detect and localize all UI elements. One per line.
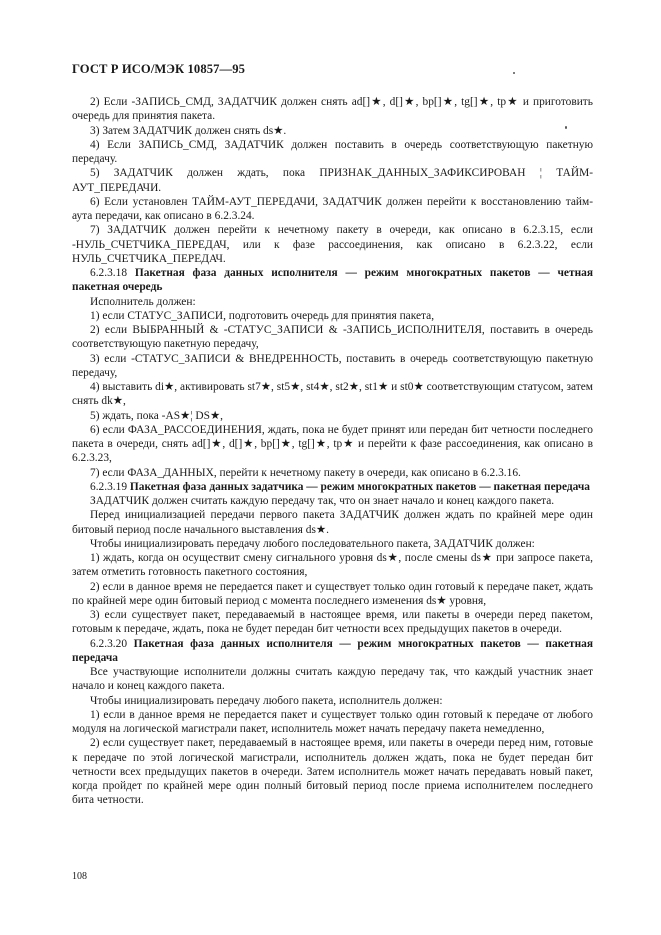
paragraph: 2) если существует пакет, передаваемый в настоящее время, или пакеты в очереди перед ним, готовые к передаче по этой логической магистрали, исполнитель должен ждать, пока не будет передан бит четности всех предыдущих пакетов в очереди. Затем исполнитель может начать передавать новый пакет, когда пройдет по крайней мере один полный битовый период после приема исполнителем последнего бита четности.	[72, 737, 593, 807]
paragraph: Исполнитель должен:	[90, 295, 196, 308]
paragraph: 3) если существует пакет, передаваемый в настоящее время, или пакеты в очереди перед пакетом, готовым к передаче, ждать, пока не будет передан бит четности всех предыдущих пакетов в очереди.	[72, 609, 593, 636]
paragraph: 5) ждать, пока -AS★¦ DS★,	[90, 409, 223, 422]
paragraph: 1) ждать, когда он осуществит смену сигнального уровня ds★, после смены ds★ при запросе пакета, затем отметить готовность пакетного состояния,	[72, 552, 593, 579]
paragraph: 3) если -СТАТУС_ЗАПИСИ & ВНЕДРЕННОСТЬ, поставить в очередь соответствующую пакетную передачу,	[72, 352, 593, 379]
section-number: 6.2.3.20	[90, 637, 128, 650]
paragraph: 2) Если -ЗАПИСЬ_СМД, ЗАДАТЧИК должен снять ad[]★, d[]★, bp[]★, tg[]★, tp★ и приготовить очередь для принятия пакета.	[72, 96, 593, 123]
section-number: 6.2.3.18	[90, 267, 128, 279]
scan-speck	[565, 126, 567, 129]
document-header: ГОСТ Р ИСО/МЭК 10857—95	[72, 62, 245, 76]
scan-speck	[513, 72, 515, 74]
section-number: 6.2.3.19	[90, 480, 128, 493]
section-heading	[72, 480, 593, 494]
paragraph: 6) если ФАЗА_РАССОЕДИНЕНИЯ, ждать, пока не будет принят или передан бит четности последнего пакета в очереди, снять ad[]★, d[]★, bp[]★, tg[]★, tp★ и перейти к фазе рассоединения, как описано в 6.2.3.23,	[72, 423, 593, 465]
section-title: Пакетная фаза данных исполнителя — режим многократных пакетов — четная пакетная очередь	[72, 267, 593, 294]
paragraph: 2) если в данное время не передается пакет и существует только один готовый к передаче пакет, ждать по крайней мере один битовый период с момента последнего изменения ds★ уровня,	[72, 580, 593, 607]
section-title: Пакетная фаза данных задатчика — режим многократных пакетов — пакетная передача	[129, 480, 590, 493]
paragraph: 4) Если ЗАПИСЬ_СМД, ЗАДАТЧИК должен поставить в очередь соответствующую пакетную передачу.	[72, 138, 593, 165]
paragraph: 7) ЗАДАТЧИК должен перейти к нечетному пакету в очереди, как описано в 6.2.3.15, если -НУЛЬ_СЧЕТЧИКА_ПЕРЕДАЧ, или к фазе рассоединения, как описано в 6.2.3.22, если НУЛЬ_СЧЕТЧИКА_ПЕРЕДАЧ.	[72, 224, 593, 265]
document-body	[72, 95, 593, 808]
paragraph: 3) Затем ЗАДАТЧИК должен снять ds★.	[90, 124, 287, 137]
section-heading	[72, 637, 593, 666]
section-heading	[72, 266, 593, 295]
paragraph: Все участвующие исполнители должны считать каждую передачу так, что каждый участник знает начало и конец каждого пакета.	[72, 666, 593, 693]
paragraph: 1) если в данное время не передается пакет и существует только один готовый к передаче от любого модуля на логической магистрали пакет, исполнитель может начать передачу пакета немедленно,	[72, 708, 593, 735]
section-title: Пакетная фаза данных исполнителя — режим многократных пакетов — пакетная передача	[72, 637, 593, 664]
page-number: 108	[72, 871, 87, 882]
paragraph: Чтобы инициализировать передачу любого последовательного пакета, ЗАДАТЧИК должен:	[90, 537, 535, 550]
paragraph: ЗАДАТЧИК должен считать каждую передачу так, что он знает начало и конец каждого пакета.	[90, 495, 555, 507]
paragraph: Чтобы инициализировать передачу любого пакета, исполнитель должен:	[90, 694, 443, 707]
paragraph: 6) Если установлен ТАЙМ-АУТ_ПЕРЕДАЧИ, ЗАДАТЧИК должен перейти к восстановлению тайм-аута передачи, как описано в 6.2.3.24.	[72, 195, 593, 222]
paragraph: 5) ЗАДАТЧИК должен ждать, пока ПРИЗНАК_ДАННЫХ_ЗАФИКСИРОВАН ¦ ТАЙМ-АУТ_ПЕРЕДАЧИ.	[72, 167, 593, 194]
paragraph: 4) выставить di★, активировать st7★, st5★, st4★, st2★, st1★ и st0★ соответствующим статусом, затем снять dk★,	[72, 381, 593, 408]
paragraph: 1) если СТАТУС_ЗАПИСИ, подготовить очередь для принятия пакета,	[90, 309, 435, 322]
paragraph: Перед инициализацией передачи первого пакета ЗАДАТЧИК должен ждать по крайней мере один битовый период после начального выставления ds★.	[72, 509, 593, 536]
paragraph: 2) если ВЫБРАННЫЙ & -СТАТУС_ЗАПИСИ & -ЗАПИСЬ_ИСПОЛНИТЕЛЯ, поставить в очередь соответствующую пакетную передачу,	[72, 324, 593, 351]
paragraph: 7) если ФАЗА_ДАННЫХ, перейти к нечетному пакету в очереди, как описано в 6.2.3.16.	[90, 466, 521, 479]
